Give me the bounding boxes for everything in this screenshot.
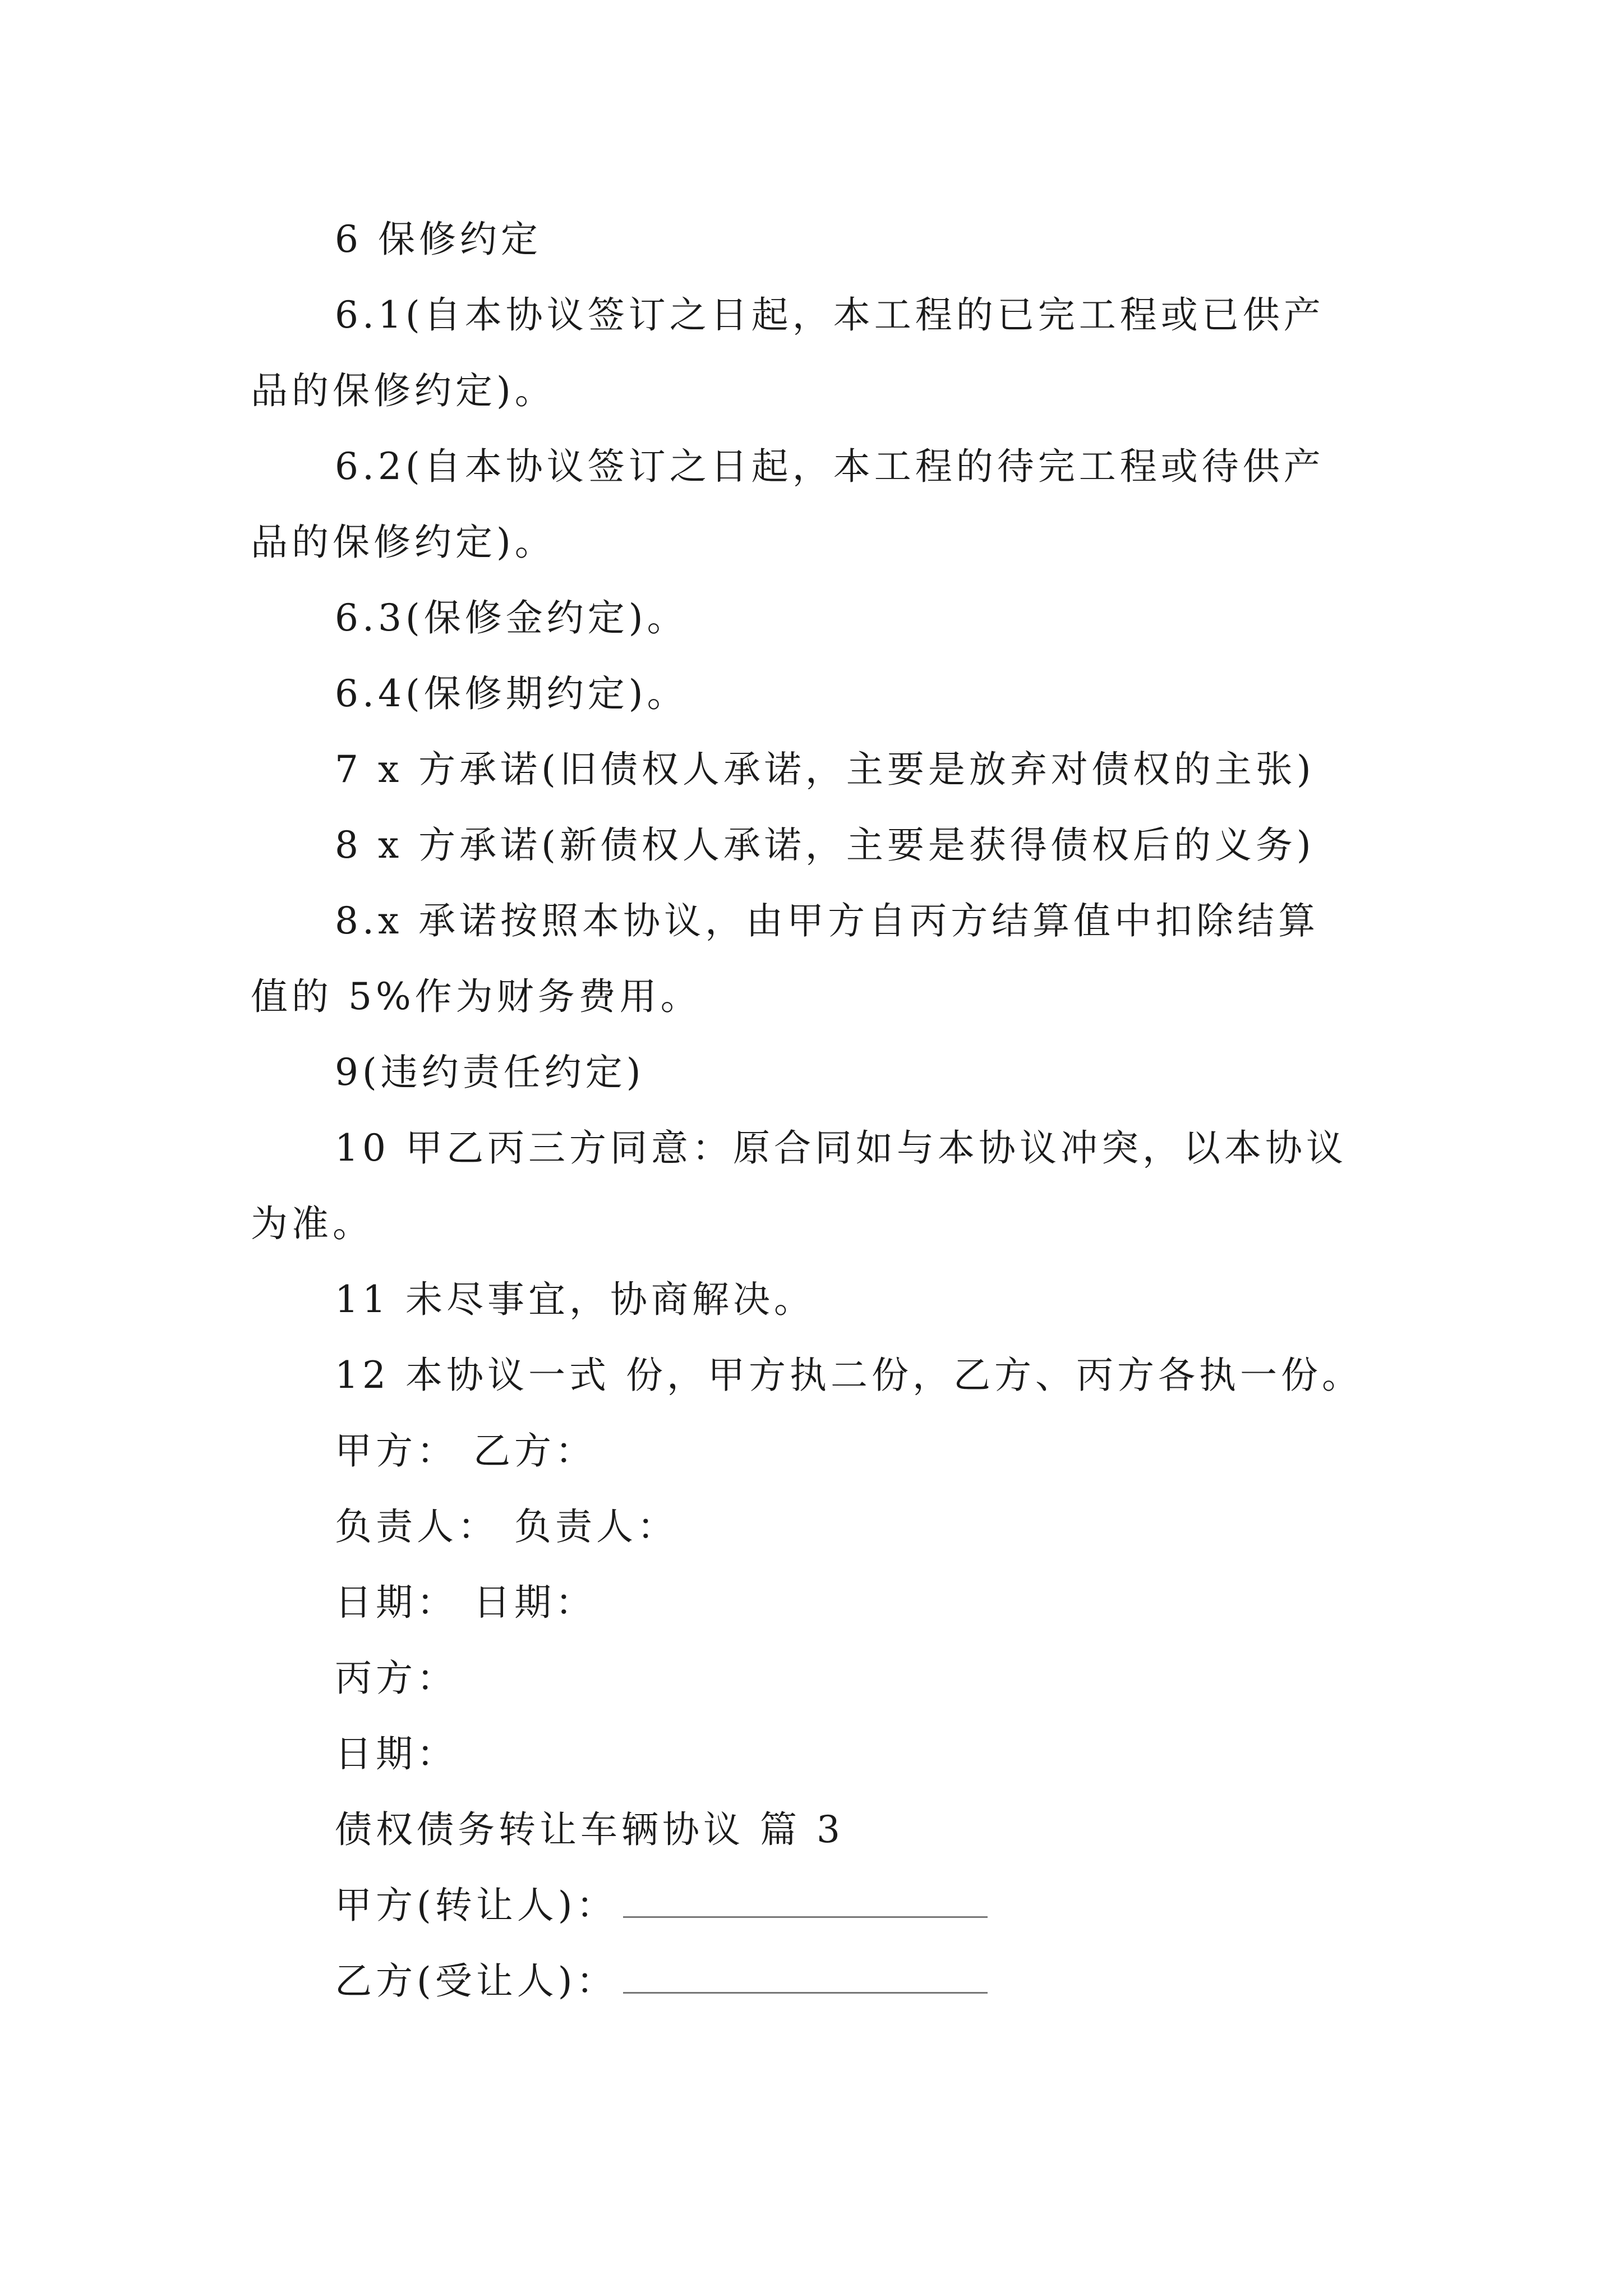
paragraph-line: 品的保修约定)。 xyxy=(251,369,556,412)
paragraph-line: 6.3(保修金约定)。 xyxy=(335,596,688,639)
paragraph-line: 6.4(保修期约定)。 xyxy=(335,672,688,715)
paragraph-line: 为准。 xyxy=(251,1202,374,1245)
paragraph-line: 8.x 承诺按照本协议，由甲方自丙方结算值中扣除结算 xyxy=(335,899,1320,942)
section-heading: 6 保修约定 xyxy=(335,218,542,261)
signature-line: 日期： 日期： xyxy=(335,1581,596,1624)
signature-line: 甲方： 乙方： xyxy=(335,1429,596,1473)
section-title: 债权债务转让车辆协议 篇 3 xyxy=(335,1808,844,1851)
party-field-row xyxy=(335,1956,988,2007)
signature-line: 日期： xyxy=(335,1732,458,1775)
paragraph-line: 品的保修约定)。 xyxy=(251,521,556,564)
paragraph-line: 10 甲乙丙三方同意：原合同如与本协议冲突，以本协议 xyxy=(335,1126,1347,1170)
paragraph-line: 8 x 方承诺(新债权人承诺，主要是获得债权后的义务) xyxy=(335,823,1315,867)
paragraph-line: 值的 5%作为财务费用。 xyxy=(251,975,702,1018)
paragraph-line: 6.1(自本协议签订之日起，本工程的已完工程或已供产 xyxy=(335,293,1325,337)
signature-line: 丙方： xyxy=(335,1657,458,1700)
signature-line: 负责人： 负责人： xyxy=(335,1505,678,1548)
paragraph-line: 9(违约责任约定) xyxy=(335,1051,645,1094)
paragraph-line: 7 x 方承诺(旧债权人承诺，主要是放弃对债权的主张) xyxy=(335,748,1315,791)
paragraph-line: 11 未尽事宜，协商解决。 xyxy=(335,1278,815,1321)
transferor-label: 甲方(转让人)： xyxy=(335,1884,617,1927)
paragraph-line: 6.2(自本协议签订之日起，本工程的待完工程或待供产 xyxy=(335,445,1325,488)
transferee-blank[interactable] xyxy=(623,1961,988,1994)
transferor-blank[interactable] xyxy=(623,1885,988,1918)
party-field-row xyxy=(335,1880,988,1931)
transferee-label: 乙方(受让人)： xyxy=(335,1959,617,2003)
paragraph-line: 12 本协议一式 份，甲方执二份，乙方、丙方各执一份。 xyxy=(335,1354,1363,1397)
